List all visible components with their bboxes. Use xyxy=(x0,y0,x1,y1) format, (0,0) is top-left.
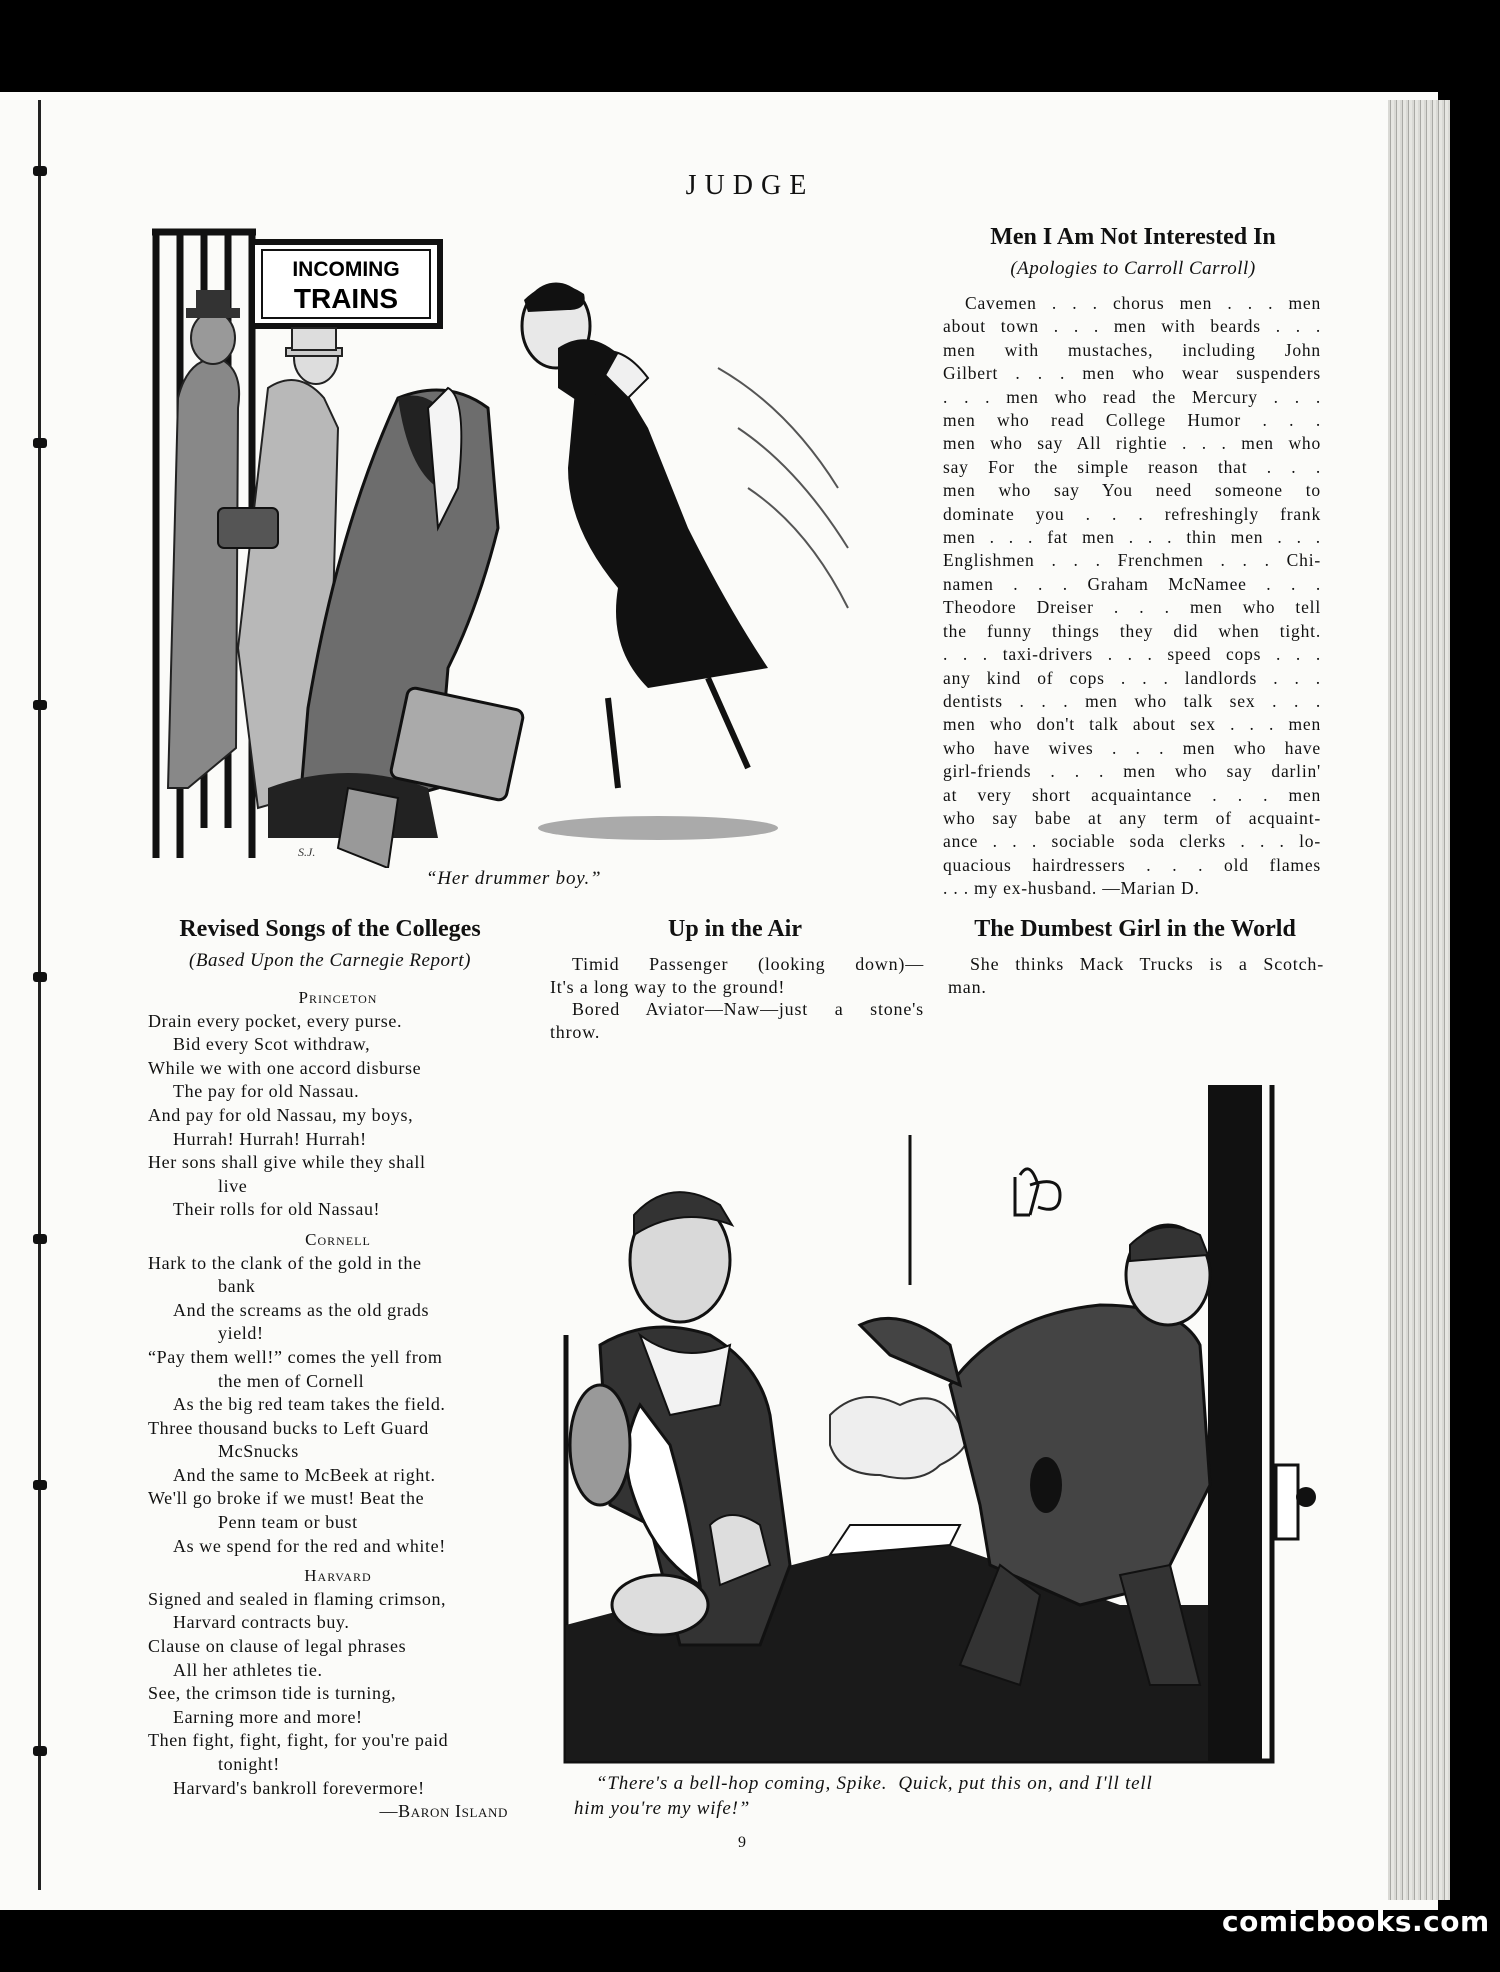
sign-trains: TRAINS xyxy=(293,283,399,314)
poem-line: Drain every pocket, every purse. xyxy=(148,1010,403,1031)
joke-line: man. xyxy=(948,976,987,997)
poem-line: And the same to McBeek at right. xyxy=(173,1464,436,1485)
men-line: about town . . . men with beards . . . xyxy=(943,316,1321,337)
dialogue-line: throw. xyxy=(550,1021,601,1042)
men-line: ance . . . sociable soda clerks . . . lo- xyxy=(943,831,1321,852)
poem-line: Earning more and more! xyxy=(173,1706,363,1727)
book-binding xyxy=(38,100,55,1890)
poem-line: The pay for old Nassau. xyxy=(173,1081,360,1102)
poem-line: Their rolls for old Nassau! xyxy=(173,1199,381,1220)
men-article-title: Men I Am Not Interested In xyxy=(990,224,1276,250)
dialogue-line: It's a long way to the ground! xyxy=(550,976,786,997)
cartoon-drummer-boy xyxy=(148,228,908,868)
men-article-subtitle: (Apologies to Carroll Carroll) xyxy=(1010,258,1256,279)
men-line: men . . . fat men . . . thin men . . . xyxy=(943,527,1321,548)
dialogue-line: Bored Aviator—Naw—just a stone's xyxy=(572,999,924,1019)
cartoon-bottom-caption-line1: “There's a bell-hop coming, Spike. Quick, put this on, and I'll tell xyxy=(596,1773,1153,1794)
men-line: the funny things they did when tight. xyxy=(943,620,1321,641)
men-line-signature: . . . my ex-husband. —Marian D. xyxy=(943,878,1200,899)
page-number: 9 xyxy=(738,1834,746,1851)
harvard-heading: Harvard xyxy=(304,1566,372,1586)
men-line: quacious hairdressers . . . old flames xyxy=(943,854,1321,875)
poem-line: yield! xyxy=(218,1323,264,1344)
poem-line: Signed and sealed in flaming crimson, xyxy=(148,1588,447,1609)
svg-text:S.J.: S.J. xyxy=(298,845,316,859)
princeton-heading: Princeton xyxy=(298,988,378,1007)
book-page-edges xyxy=(1388,100,1450,1900)
songs-title: Revised Songs of the Colleges xyxy=(179,916,481,942)
dumbest-girl-title: The Dumbest Girl in the World xyxy=(974,916,1296,942)
poem-line: tonight! xyxy=(218,1754,280,1774)
poem-line: Clause on clause of legal phrases xyxy=(148,1636,407,1657)
men-line: men who say All rightie . . . men who xyxy=(943,433,1321,454)
poem-line: As we spend for the red and white! xyxy=(173,1535,446,1556)
poem-line: As the big red team takes the field. xyxy=(173,1394,446,1415)
poem-line: the men of Cornell xyxy=(218,1370,365,1391)
sign-incoming: INCOMING xyxy=(292,258,400,281)
poem-line: Harvard contracts buy. xyxy=(173,1612,350,1633)
up-in-air-title: Up in the Air xyxy=(667,916,802,942)
cartoon-bell-hop xyxy=(560,1085,1320,1765)
poem-line: Her sons shall give while they shall xyxy=(148,1152,426,1173)
poem-line: Bid every Scot withdraw, xyxy=(173,1034,371,1055)
poem-line: bank xyxy=(218,1276,256,1297)
poem-line: All her athletes tie. xyxy=(173,1659,323,1680)
men-line: men who read College Humor . . . xyxy=(943,410,1321,431)
men-line: dentists . . . men who talk sex . . . xyxy=(943,690,1321,711)
cornell-heading: Cornell xyxy=(305,1229,371,1249)
men-line: Englishmen . . . Frenchmen . . . Chi- xyxy=(943,550,1321,571)
joke-line: She thinks Mack Trucks is a Scotch- xyxy=(970,954,1324,974)
men-article-body xyxy=(943,292,1321,901)
cartoon-bottom-caption xyxy=(574,1771,1304,1821)
men-line: who say babe at any term of acquaint- xyxy=(943,807,1321,828)
dialogue-line: Timid Passenger (looking down)— xyxy=(572,954,924,974)
men-line: namen . . . Graham McNamee . . . xyxy=(943,573,1321,594)
men-line: Theodore Dreiser . . . men who tell xyxy=(943,597,1321,618)
dumbest-girl-body xyxy=(948,953,1324,998)
men-line: men with mustaches, including John xyxy=(943,339,1321,360)
men-line: Cavemen . . . chorus men . . . men xyxy=(965,293,1321,313)
men-line: at very short acquaintance . . . men xyxy=(943,784,1321,805)
poem-line: live xyxy=(218,1175,248,1196)
poem-line: See, the crimson tide is turning, xyxy=(148,1683,397,1704)
poem-line: Then fight, fight, fight, for you're paid xyxy=(148,1730,449,1751)
men-line: girl-friends . . . men who say darlin' xyxy=(943,761,1321,782)
up-in-air-body xyxy=(550,953,924,1043)
poem-line: Penn team or bust xyxy=(218,1512,358,1533)
poem-line: Harvard's bankroll forevermore! xyxy=(173,1777,425,1798)
men-line: any kind of cops . . . landlords . . . xyxy=(943,667,1321,688)
cartoon-bottom-caption-line2: him you're my wife!” xyxy=(574,1798,751,1819)
men-line: dominate you . . . refreshingly frank xyxy=(943,503,1321,524)
poem-line: Three thousand bucks to Left Guard xyxy=(148,1417,429,1438)
men-line: say For the simple reason that . . . xyxy=(943,456,1321,477)
songs-signature: —Baron Island xyxy=(379,1801,508,1822)
poem-line: While we with one accord disburse xyxy=(148,1057,422,1078)
watermark: comicbooks.com xyxy=(1222,1905,1490,1938)
men-line: men who say You need someone to xyxy=(943,480,1321,501)
cartoon-top-caption: “Her drummer boy.” xyxy=(426,868,602,889)
poem-line: McSnucks xyxy=(218,1441,299,1462)
men-line: who have wives . . . men who have xyxy=(943,737,1321,758)
poem-line: And the screams as the old grads xyxy=(173,1299,430,1320)
poem-line: “Pay them well!” comes the yell from xyxy=(148,1346,443,1367)
poem-line: We'll go broke if we must! Beat the xyxy=(148,1488,425,1509)
men-line: . . . men who read the Mercury . . . xyxy=(943,386,1321,407)
poem-line: Hurrah! Hurrah! Hurrah! xyxy=(173,1128,367,1149)
men-line: Gilbert . . . men who wear suspenders xyxy=(943,363,1321,384)
poem-line: And pay for old Nassau, my boys, xyxy=(148,1104,414,1125)
men-line: . . . taxi-drivers . . . speed cops . . . xyxy=(943,644,1321,665)
men-line: men who don't talk about sex . . . men xyxy=(943,714,1321,735)
songs-poem xyxy=(148,984,528,1824)
masthead: JUDGE xyxy=(685,170,815,201)
poem-line: Hark to the clank of the gold in the xyxy=(148,1252,422,1273)
songs-subtitle: (Based Upon the Carnegie Report) xyxy=(189,950,471,971)
